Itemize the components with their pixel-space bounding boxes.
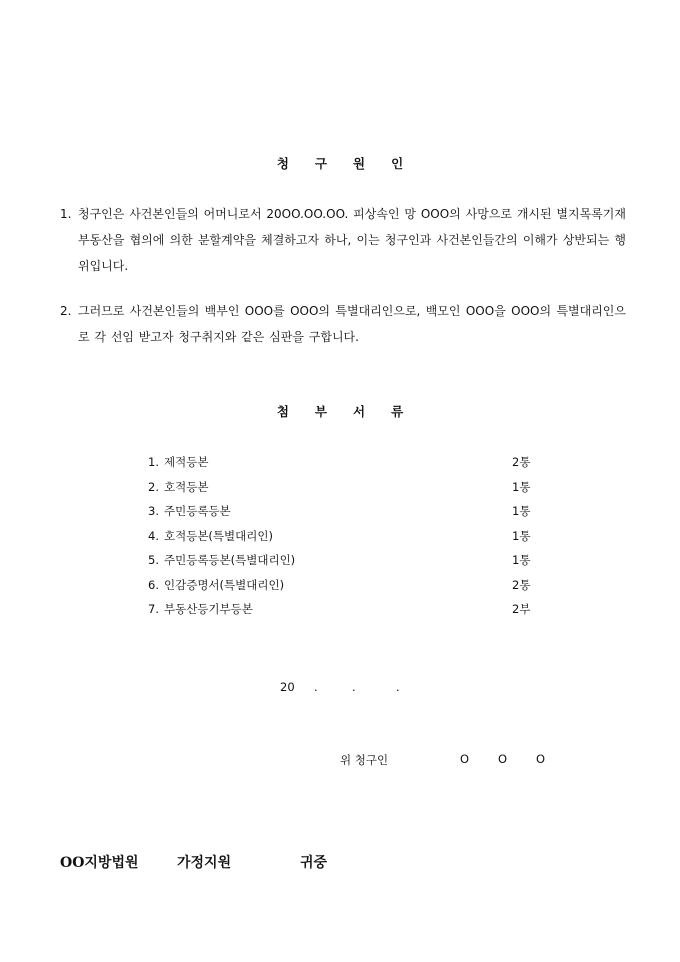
item-number: 2. (148, 479, 159, 494)
name-mark: O (536, 752, 546, 766)
attachments-heading: 첨부서류 (276, 404, 430, 419)
item-name: 호적등본(특별대리인) (164, 528, 273, 543)
item-name: 주민등록등본 (164, 504, 231, 518)
attachments-list (148, 450, 538, 622)
item-name: 주민등록등본(특별대리인) (164, 553, 296, 567)
claimant-label: 위 청구인 (340, 753, 389, 767)
item-name: 부동산등기부등본 (164, 602, 253, 616)
item-number: 5. (148, 553, 159, 567)
court-branch: 가정지원 (177, 855, 232, 871)
list-item (148, 450, 538, 475)
item-count: 1통 (512, 479, 531, 494)
court-name: OO지방법원 (60, 855, 139, 871)
item-number: 4. (148, 528, 159, 543)
item-name: 호적등본 (164, 479, 209, 494)
date-separator: . (314, 680, 318, 694)
court-suffix: 귀중 (300, 855, 328, 871)
item-count: 2부 (512, 602, 531, 616)
list-item (148, 499, 538, 524)
name-mark: O (460, 752, 470, 766)
cause-paragraph-2 (60, 298, 626, 350)
item-name: 제적등본 (164, 455, 209, 469)
name-mark: O (498, 752, 508, 766)
date-separator: . (396, 680, 400, 694)
cause-heading: 청구원인 (276, 156, 430, 171)
paragraph-number: 2. (60, 304, 72, 318)
list-item (148, 597, 538, 622)
item-number: 6. (148, 577, 159, 592)
item-count: 2통 (512, 577, 531, 592)
cause-paragraph-1 (60, 201, 626, 279)
paragraph-text: 그러므로 사건본인들의 백부인 OOO를 OOO의 특별대리인으로, 백모인 OOO을 OOO의 특별대리인으로 각 선임 받고자 청구취지와 같은 심판을 구합니다. (78, 304, 626, 344)
paragraph-number: 1. (60, 207, 72, 221)
list-item (148, 548, 538, 573)
list-item (148, 573, 538, 598)
item-number: 7. (148, 602, 159, 616)
paragraph-text: 청구인은 사건본인들의 어머니로서 20OO.OO.OO. 피상속인 망 OOO의 사망으로 개시된 별지목록기재 부동산을 협의에 의한 분할계약을 체결하고자 하나, 이는 청구인과 사건본인들간의 이해가 상반되는 행위입니다. (78, 207, 626, 273)
date-year: 20 (280, 680, 295, 694)
date-separator: . (352, 680, 356, 694)
item-number: 3. (148, 504, 159, 518)
item-count: 1통 (512, 528, 531, 543)
item-name: 인감증명서(특별대리인) (164, 577, 285, 592)
item-count: 2통 (512, 455, 531, 469)
list-item (148, 475, 538, 500)
item-count: 1통 (512, 504, 531, 518)
item-number: 1. (148, 455, 159, 469)
item-count: 1통 (512, 553, 531, 567)
list-item (148, 524, 538, 549)
